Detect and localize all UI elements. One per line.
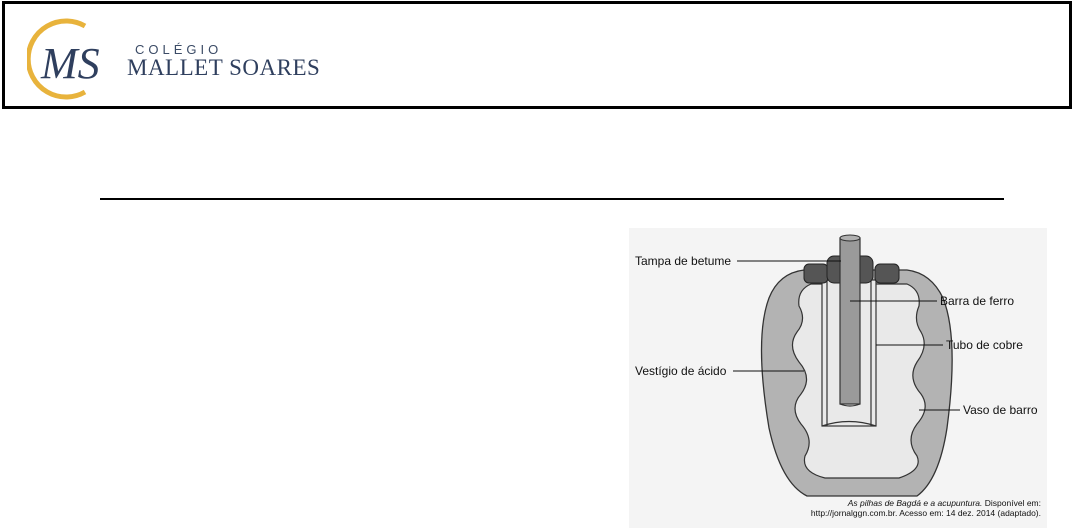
bitumen-cap-left	[804, 264, 828, 283]
label-tampa: Tampa de betume	[635, 254, 732, 268]
school-name: MALLET SOARES	[127, 55, 321, 80]
school-label: COLÉGIO	[135, 42, 223, 57]
label-vaso: Vaso de barro	[963, 403, 1038, 417]
label-barra: Barra de ferro	[940, 294, 1015, 308]
caption-title: As pilhas de Bagdá e a acupuntura.	[847, 498, 983, 508]
divider-line	[100, 198, 1004, 200]
logo-letters: MS	[41, 39, 100, 88]
label-vestigio: Vestígio de ácido	[635, 364, 727, 378]
label-tubo: Tubo de cobre	[946, 338, 1023, 352]
iron-bar	[840, 238, 860, 404]
school-logo	[27, 18, 107, 100]
caption-source-2: http://jornalggn.com.br. Acesso em: 14 dez. 2014 (adaptado).	[810, 508, 1041, 518]
figure-caption	[811, 498, 1041, 518]
bitumen-cap-right	[875, 264, 899, 283]
battery-diagram	[629, 228, 1047, 528]
header-box	[2, 1, 1072, 109]
caption-source-1: Disponível em:	[982, 498, 1041, 508]
bagda-battery-figure	[629, 228, 1047, 528]
